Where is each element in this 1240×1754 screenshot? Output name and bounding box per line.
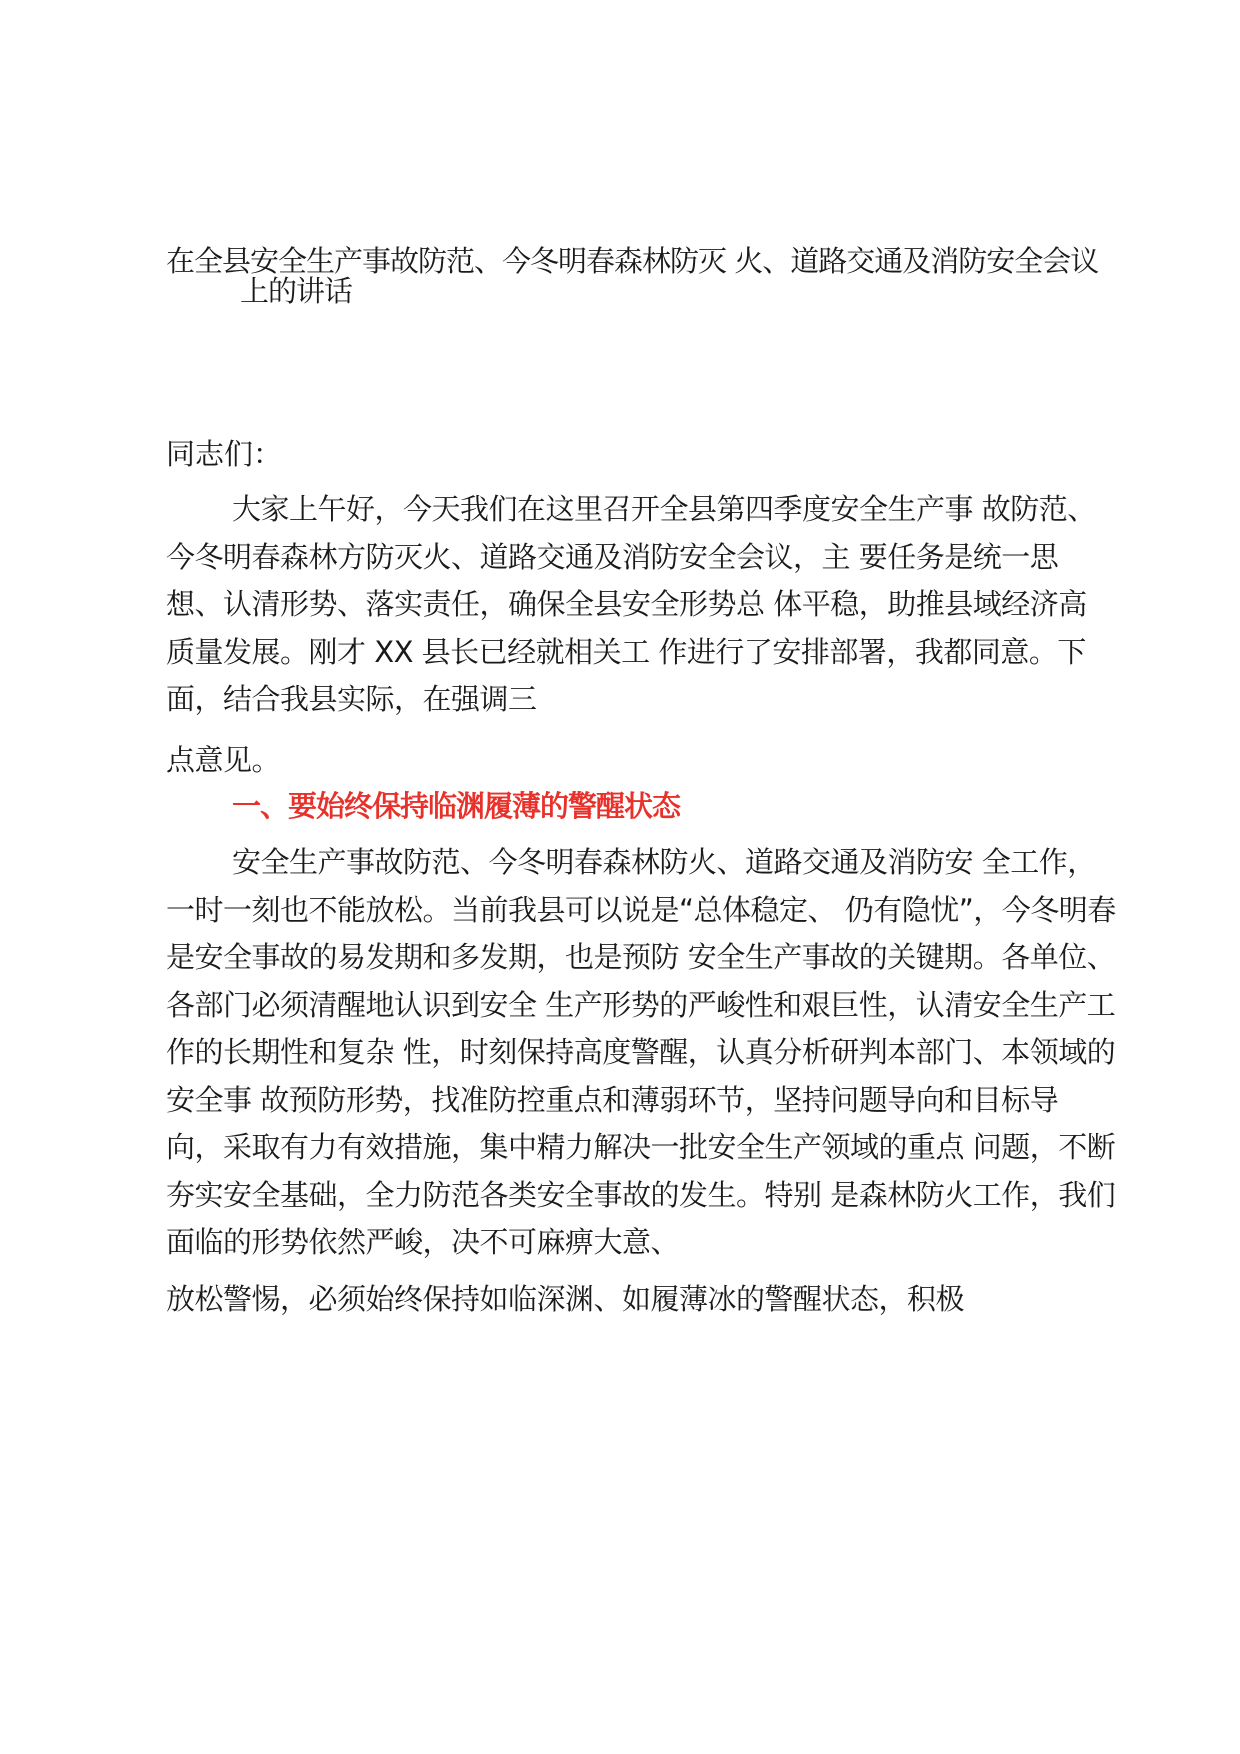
paragraph-opening [166, 486, 1096, 724]
paragraph-line: 面，结合我县实际，在强调三 [166, 682, 537, 716]
title-line-1: 在全县安全生产事故防范、今冬明春森林防灭 火、道路交通及消防安全会议 [166, 244, 1099, 278]
paragraph-section-1 [166, 839, 1116, 1267]
paragraph-line: 放松警惕，必须始终保持如临深渊、如履薄冰的警醒状态，积极 [166, 1282, 965, 1316]
paragraph-line: 面临的形势依然严峻，决不可麻痹大意、 [166, 1225, 680, 1259]
paragraph-line: 安全生产事故防范、今冬明春森林防火、道路交通及消防安 全工作， [232, 845, 1096, 879]
paragraph-line: 向，采取有力有效措施，集中精力解决一批安全生产领域的重点 问题，不断 [166, 1130, 1116, 1164]
paragraph-line: 今冬明春森林方防灭火、道路交通及消防安全会议，主 要任务是统一思 [166, 539, 1059, 574]
paragraph-line: 各部门必须清醒地认识到安全 生产形势的严峻性和艰巨性，认清安全生产工 [166, 987, 1116, 1022]
paragraph-line: 夯实安全基础，全力防范各类安全事故的发生。特别 是森林防火工作，我们 [166, 1177, 1116, 1212]
paragraph-line: 一时一刻也不能放松。当前我县可以说是“总体稳定、 仍有隐忧”，今冬明春 [166, 892, 1116, 927]
paragraph-line: 质量发展。刚才 XX 县长已经就相关工 作进行了安排部署，我都同意。下 [166, 634, 1086, 669]
paragraph-line: 点意见。 [166, 743, 281, 777]
paragraph-line: 是安全事故的易发期和多发期，也是预防 安全生产事故的关键期。各单位、 [166, 940, 1116, 974]
paragraph-opening-tail [166, 737, 1090, 785]
paragraph-line: 想、认清形势、落实责任，确保全县安全形势总 体平稳，助推县域经济高 [166, 587, 1087, 621]
speech-title [166, 244, 1099, 308]
paragraph-line: 作的长期性和复杂 性，时刻保持高度警醒，认真分析研判本部门、本领域的 [166, 1035, 1116, 1069]
title-line-2: 上的讲话 [240, 274, 353, 308]
paragraph-section-1-continued [166, 1276, 1090, 1324]
salutation: 同志们： [166, 437, 283, 471]
section-heading-1: 一、要始终保持临渊履薄的警醒状态 [232, 789, 681, 823]
paragraph-line: 大家上午好，今天我们在这里召开全县第四季度安全生产事 故防范、 [232, 492, 1096, 526]
paragraph-line: 安全事 故预防形势，找准防控重点和薄弱环节，坚持问题导向和目标导 [166, 1082, 1059, 1117]
